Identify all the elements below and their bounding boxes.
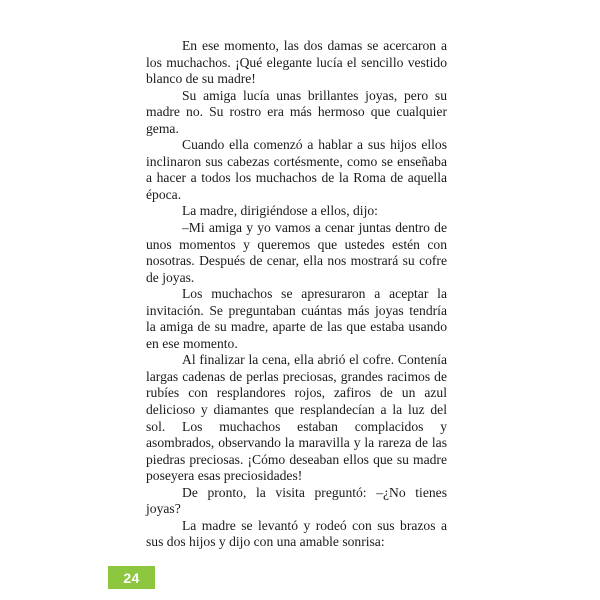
paragraph-7: Al finalizar la cena, ella abrió el cofre. Contenía largas cadenas de perlas preciosas, grandes racimos de rubíes con resplandores rojos, zafiros de un azul delicioso y diamantes que resplandecían a la luz del sol. Los muchachos estaban complacidos y asombrados, observando la maravilla y la rareza de las piedras preciosas. ¡Cómo deseaban ellos que su madre poseyera esas preciosidades! bbox=[146, 352, 447, 484]
paragraph-2: Su amiga lucía unas brillantes joyas, pero su madre no. Su rostro era más hermoso que cualquier gema. bbox=[146, 87, 447, 136]
paragraph-6: Los muchachos se apresuraron a aceptar la invitación. Se preguntaban cuántas más joyas tendría la amiga de su madre, aparte de las que estaba usando en ese momento. bbox=[146, 286, 447, 351]
paragraph-4: La madre, dirigiéndose a ellos, dijo: bbox=[182, 203, 378, 219]
paragraph-5: –Mi amiga y yo vamos a cenar juntas dentro de unos momentos y queremos que ustedes estén con nosotras. Después de cenar, ella nos mostrará su cofre de joyas. bbox=[146, 220, 447, 285]
paragraph-8: De pronto, la visita preguntó: –¿No tienes joyas? bbox=[146, 484, 447, 517]
paragraph-9: La madre se levantó y rodeó con sus brazos a sus dos hijos y dijo con una amable sonrisa: bbox=[146, 517, 447, 550]
paragraph-3: Cuando ella comenzó a hablar a sus hijos ellos inclinaron sus cabezas cortésmente, como se enseñaba a hacer a todos los muchachos de la Roma de aquella época. bbox=[146, 137, 447, 202]
page-number-badge bbox=[108, 566, 155, 589]
page-number: 24 bbox=[123, 569, 140, 586]
body-text bbox=[146, 38, 447, 551]
paragraph-1: En ese momento, las dos damas se acercaron a los muchachos. ¡Qué elegante lucía el sencillo vestido blanco de su madre! bbox=[146, 38, 447, 87]
